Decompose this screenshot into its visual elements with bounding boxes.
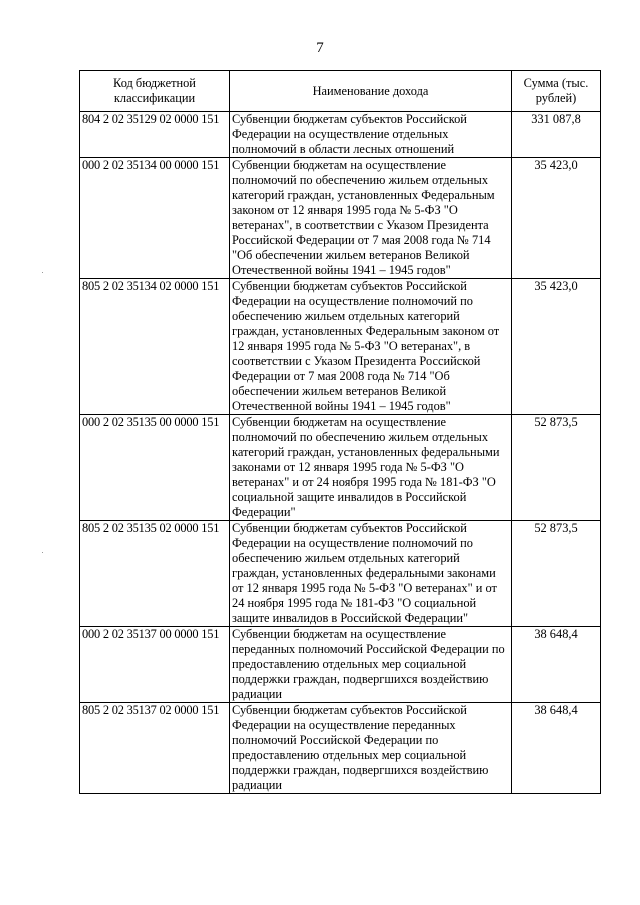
row-code: 805 2 02 35137 02 0000 151 xyxy=(80,703,230,794)
row-sum: 35 423,0 xyxy=(512,279,601,415)
table-row xyxy=(80,158,601,279)
scan-speck xyxy=(42,272,43,273)
row-sum: 52 873,5 xyxy=(512,521,601,627)
row-name: Субвенции бюджетам на осуществление переданных полномочий Российской Федерации по предоставлению отдельных мер социальной поддержки граждан, подвергшихся воздействию радиации xyxy=(230,627,512,703)
header-name: Наименование дохода xyxy=(230,71,512,112)
row-sum: 35 423,0 xyxy=(512,158,601,279)
row-code: 805 2 02 35134 02 0000 151 xyxy=(80,279,230,415)
row-sum: 38 648,4 xyxy=(512,703,601,794)
row-sum: 52 873,5 xyxy=(512,415,601,521)
table-row xyxy=(80,521,601,627)
row-sum: 38 648,4 xyxy=(512,627,601,703)
budget-revenue-table xyxy=(79,70,601,794)
table-header-row xyxy=(80,71,601,112)
table-row xyxy=(80,279,601,415)
table-row xyxy=(80,703,601,794)
table-row xyxy=(80,112,601,158)
table-row xyxy=(80,415,601,521)
row-name: Субвенции бюджетам субъектов Российской Федерации на осуществление полномочий по обеспечению жильем отдельных категорий граждан, установленных федеральными законами от 12 января 1995 года № 5-ФЗ "О ветеранах" и от 24 ноября 1995 года № 181-ФЗ "О социальной защите инвалидов в Российской Федерации" xyxy=(230,521,512,627)
row-code: 000 2 02 35135 00 0000 151 xyxy=(80,415,230,521)
row-name: Субвенции бюджетам субъектов Российской Федерации на осуществление полномочий по обеспечению жильем отдельных категорий граждан, установленных Федеральным законом от 12 января 1995 года № 5-ФЗ "О ветеранах", в соответствии с Указом Президента Российской Федерации от 7 мая 2008 года № 714 "Об обеспечении жильем ветеранов Великой Отечественной войны 1941 – 1945 годов" xyxy=(230,279,512,415)
row-code: 000 2 02 35137 00 0000 151 xyxy=(80,627,230,703)
row-name: Субвенции бюджетам субъектов Российской Федерации на осуществление отдельных полномочий в области лесных отношений xyxy=(230,112,512,158)
row-code: 804 2 02 35129 02 0000 151 xyxy=(80,112,230,158)
row-name: Субвенции бюджетам на осуществление полномочий по обеспечению жильем отдельных категорий граждан, установленных Федеральным законом от 12 января 1995 года № 5-ФЗ "О ветеранах", в соответствии с Указом Президента Российской Федерации от 7 мая 2008 года № 714 "Об обеспечении жильем ветеранов Великой Отечественной войны 1941 – 1945 годов" xyxy=(230,158,512,279)
row-name: Субвенции бюджетам на осуществление полномочий по обеспечению жильем отдельных категорий граждан, установленных федеральными законами от 12 января 1995 года № 5-ФЗ "О ветеранах" и от 24 ноября 1995 года № 181-ФЗ "О социальной защите инвалидов в Российской Федерации" xyxy=(230,415,512,521)
page-number: 7 xyxy=(316,40,324,56)
row-code: 000 2 02 35134 00 0000 151 xyxy=(80,158,230,279)
table-row xyxy=(80,627,601,703)
header-sum: Сумма (тыс. рублей) xyxy=(512,71,601,112)
row-name: Субвенции бюджетам субъектов Российской Федерации на осуществление переданных полномочий Российской Федерации по предоставлению отдельных мер социальной поддержки граждан, подвергшихся воздействию радиации xyxy=(230,703,512,794)
row-code: 805 2 02 35135 02 0000 151 xyxy=(80,521,230,627)
scan-speck xyxy=(42,552,43,553)
header-code: Код бюджетной классификации xyxy=(80,71,230,112)
row-sum: 331 087,8 xyxy=(512,112,601,158)
